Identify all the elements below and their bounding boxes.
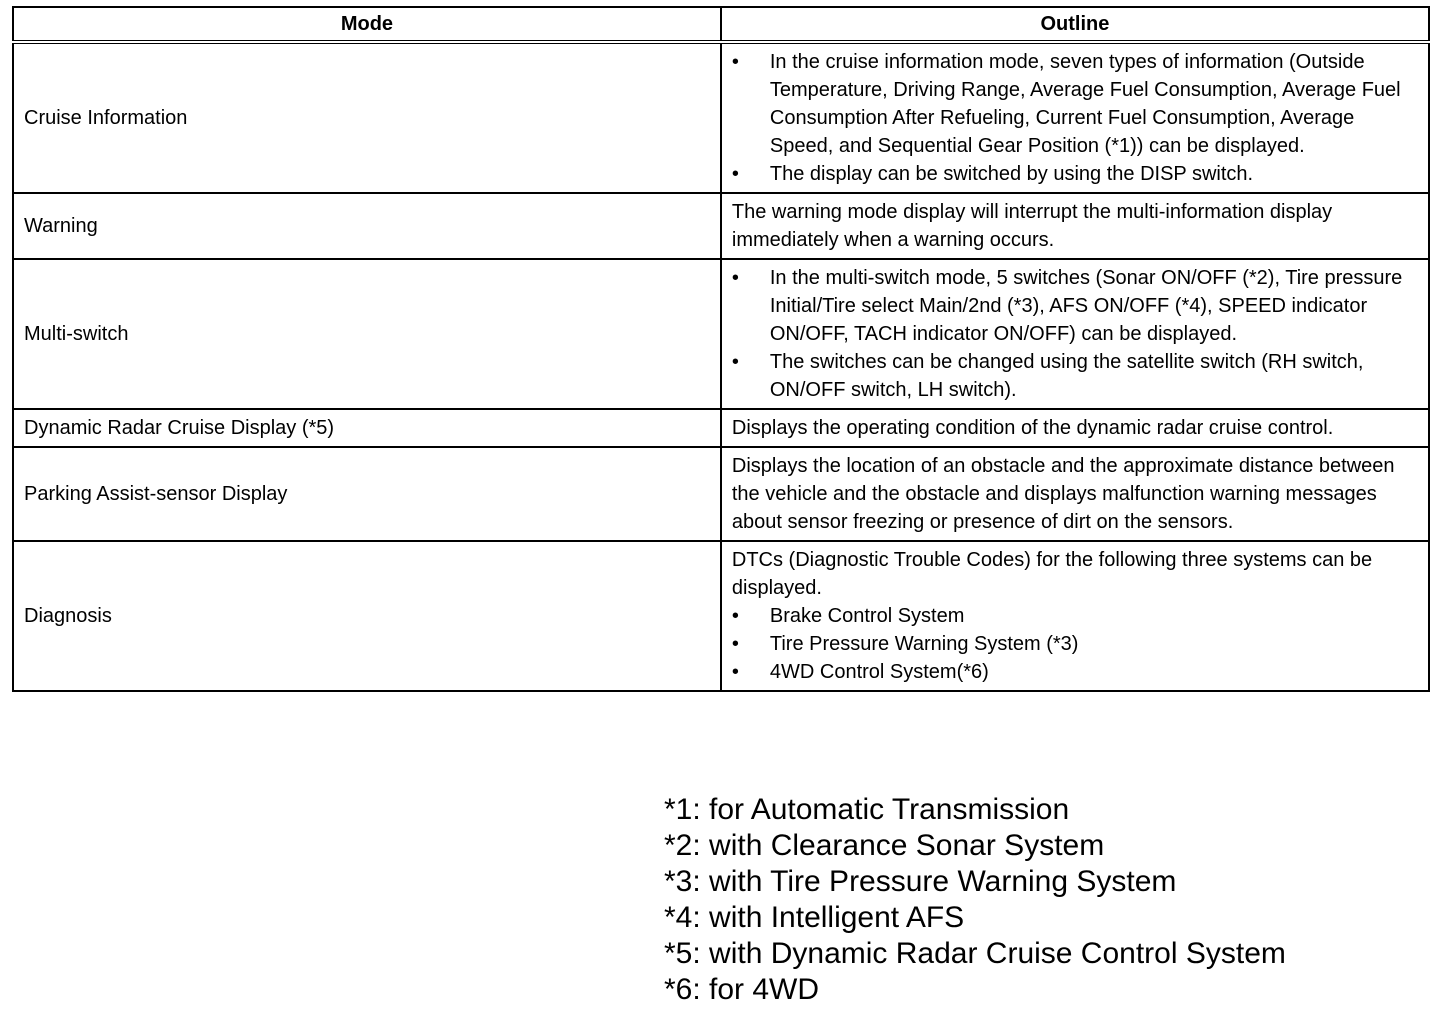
- bullet-icon: •: [731, 267, 739, 289]
- list-item: [732, 348, 1418, 404]
- table-row: [13, 541, 1429, 691]
- mode-cell: Warning: [13, 193, 721, 259]
- table-row: [13, 193, 1429, 259]
- outline-cell: The warning mode display will interrupt the multi-information display immediately when a warning occurs.: [721, 193, 1429, 259]
- table-header-row: [13, 7, 1429, 42]
- mode-cell: Diagnosis: [13, 541, 721, 691]
- list-item-text: Brake Control System: [769, 605, 965, 627]
- list-item: [732, 602, 1418, 630]
- mode-cell: Multi-switch: [13, 259, 721, 409]
- outline-intro-text: DTCs (Diagnostic Trouble Codes) for the following three systems can be displayed.: [731, 549, 1373, 599]
- footnote: *2: with Clearance Sonar System: [664, 829, 1105, 862]
- bullet-icon: •: [731, 163, 739, 185]
- table-row: [13, 42, 1429, 193]
- list-item: [732, 658, 1418, 686]
- footnote: *3: with Tire Pressure Warning System: [664, 865, 1177, 898]
- column-header-outline: Outline: [721, 7, 1429, 42]
- bullet-list: [732, 48, 1418, 188]
- footnote: *5: with Dynamic Radar Cruise Control System: [664, 937, 1286, 970]
- table-row: [13, 447, 1429, 541]
- bullet-icon: •: [731, 51, 739, 73]
- list-item: [732, 630, 1418, 658]
- list-item: [732, 48, 1418, 160]
- mode-outline-table: [12, 6, 1430, 692]
- outline-cell: Displays the operating condition of the dynamic radar cruise control.: [721, 409, 1429, 447]
- bullet-list: [732, 264, 1418, 404]
- list-item: [732, 160, 1418, 188]
- mode-cell: Dynamic Radar Cruise Display (*5): [13, 409, 721, 447]
- list-item-text: In the multi-switch mode, 5 switches (Sonar ON/OFF (*2), Tire pressure Initial/Tire select Main/2nd (*3), AFS ON/OFF (*4), SPEED indicator ON/OFF, TACH indicator ON/OFF) can be displayed.: [769, 267, 1403, 345]
- outline-cell: [721, 541, 1429, 691]
- footnote: *4: with Intelligent AFS: [664, 901, 965, 934]
- list-item: [732, 264, 1418, 348]
- list-item-text: Tire Pressure Warning System (*3): [769, 633, 1079, 655]
- outline-cell: Displays the location of an obstacle and the approximate distance between the vehicle and the obstacle and displays malfunction warning messages about sensor freezing or presence of dirt on the sensors.: [721, 447, 1429, 541]
- bullet-icon: •: [731, 661, 739, 683]
- list-item-text: The switches can be changed using the satellite switch (RH switch, ON/OFF switch, LH switch).: [769, 351, 1364, 401]
- table-row: [13, 259, 1429, 409]
- list-item-text: 4WD Control System(*6): [769, 661, 989, 683]
- list-item-text: In the cruise information mode, seven types of information (Outside Temperature, Driving Range, Average Fuel Consumption, Average Fuel Consumption After Refueling, Current Fuel Consumption, Average Speed, and Sequential Gear Position (*1)) can be displayed.: [769, 51, 1401, 157]
- mode-cell: Parking Assist-sensor Display: [13, 447, 721, 541]
- mode-cell: Cruise Information: [13, 42, 721, 193]
- bullet-list: [732, 602, 1418, 686]
- outline-cell: [721, 42, 1429, 193]
- table-row: [13, 409, 1429, 447]
- bullet-icon: •: [731, 633, 739, 655]
- footnotes: [664, 792, 1286, 1008]
- bullet-icon: •: [731, 351, 739, 373]
- list-item-text: The display can be switched by using the DISP switch.: [769, 163, 1254, 185]
- column-header-mode: Mode: [13, 7, 721, 42]
- footnote: *6: for 4WD: [664, 973, 820, 1006]
- footnote: *1: for Automatic Transmission: [664, 793, 1070, 826]
- bullet-icon: •: [731, 605, 739, 627]
- outline-cell: [721, 259, 1429, 409]
